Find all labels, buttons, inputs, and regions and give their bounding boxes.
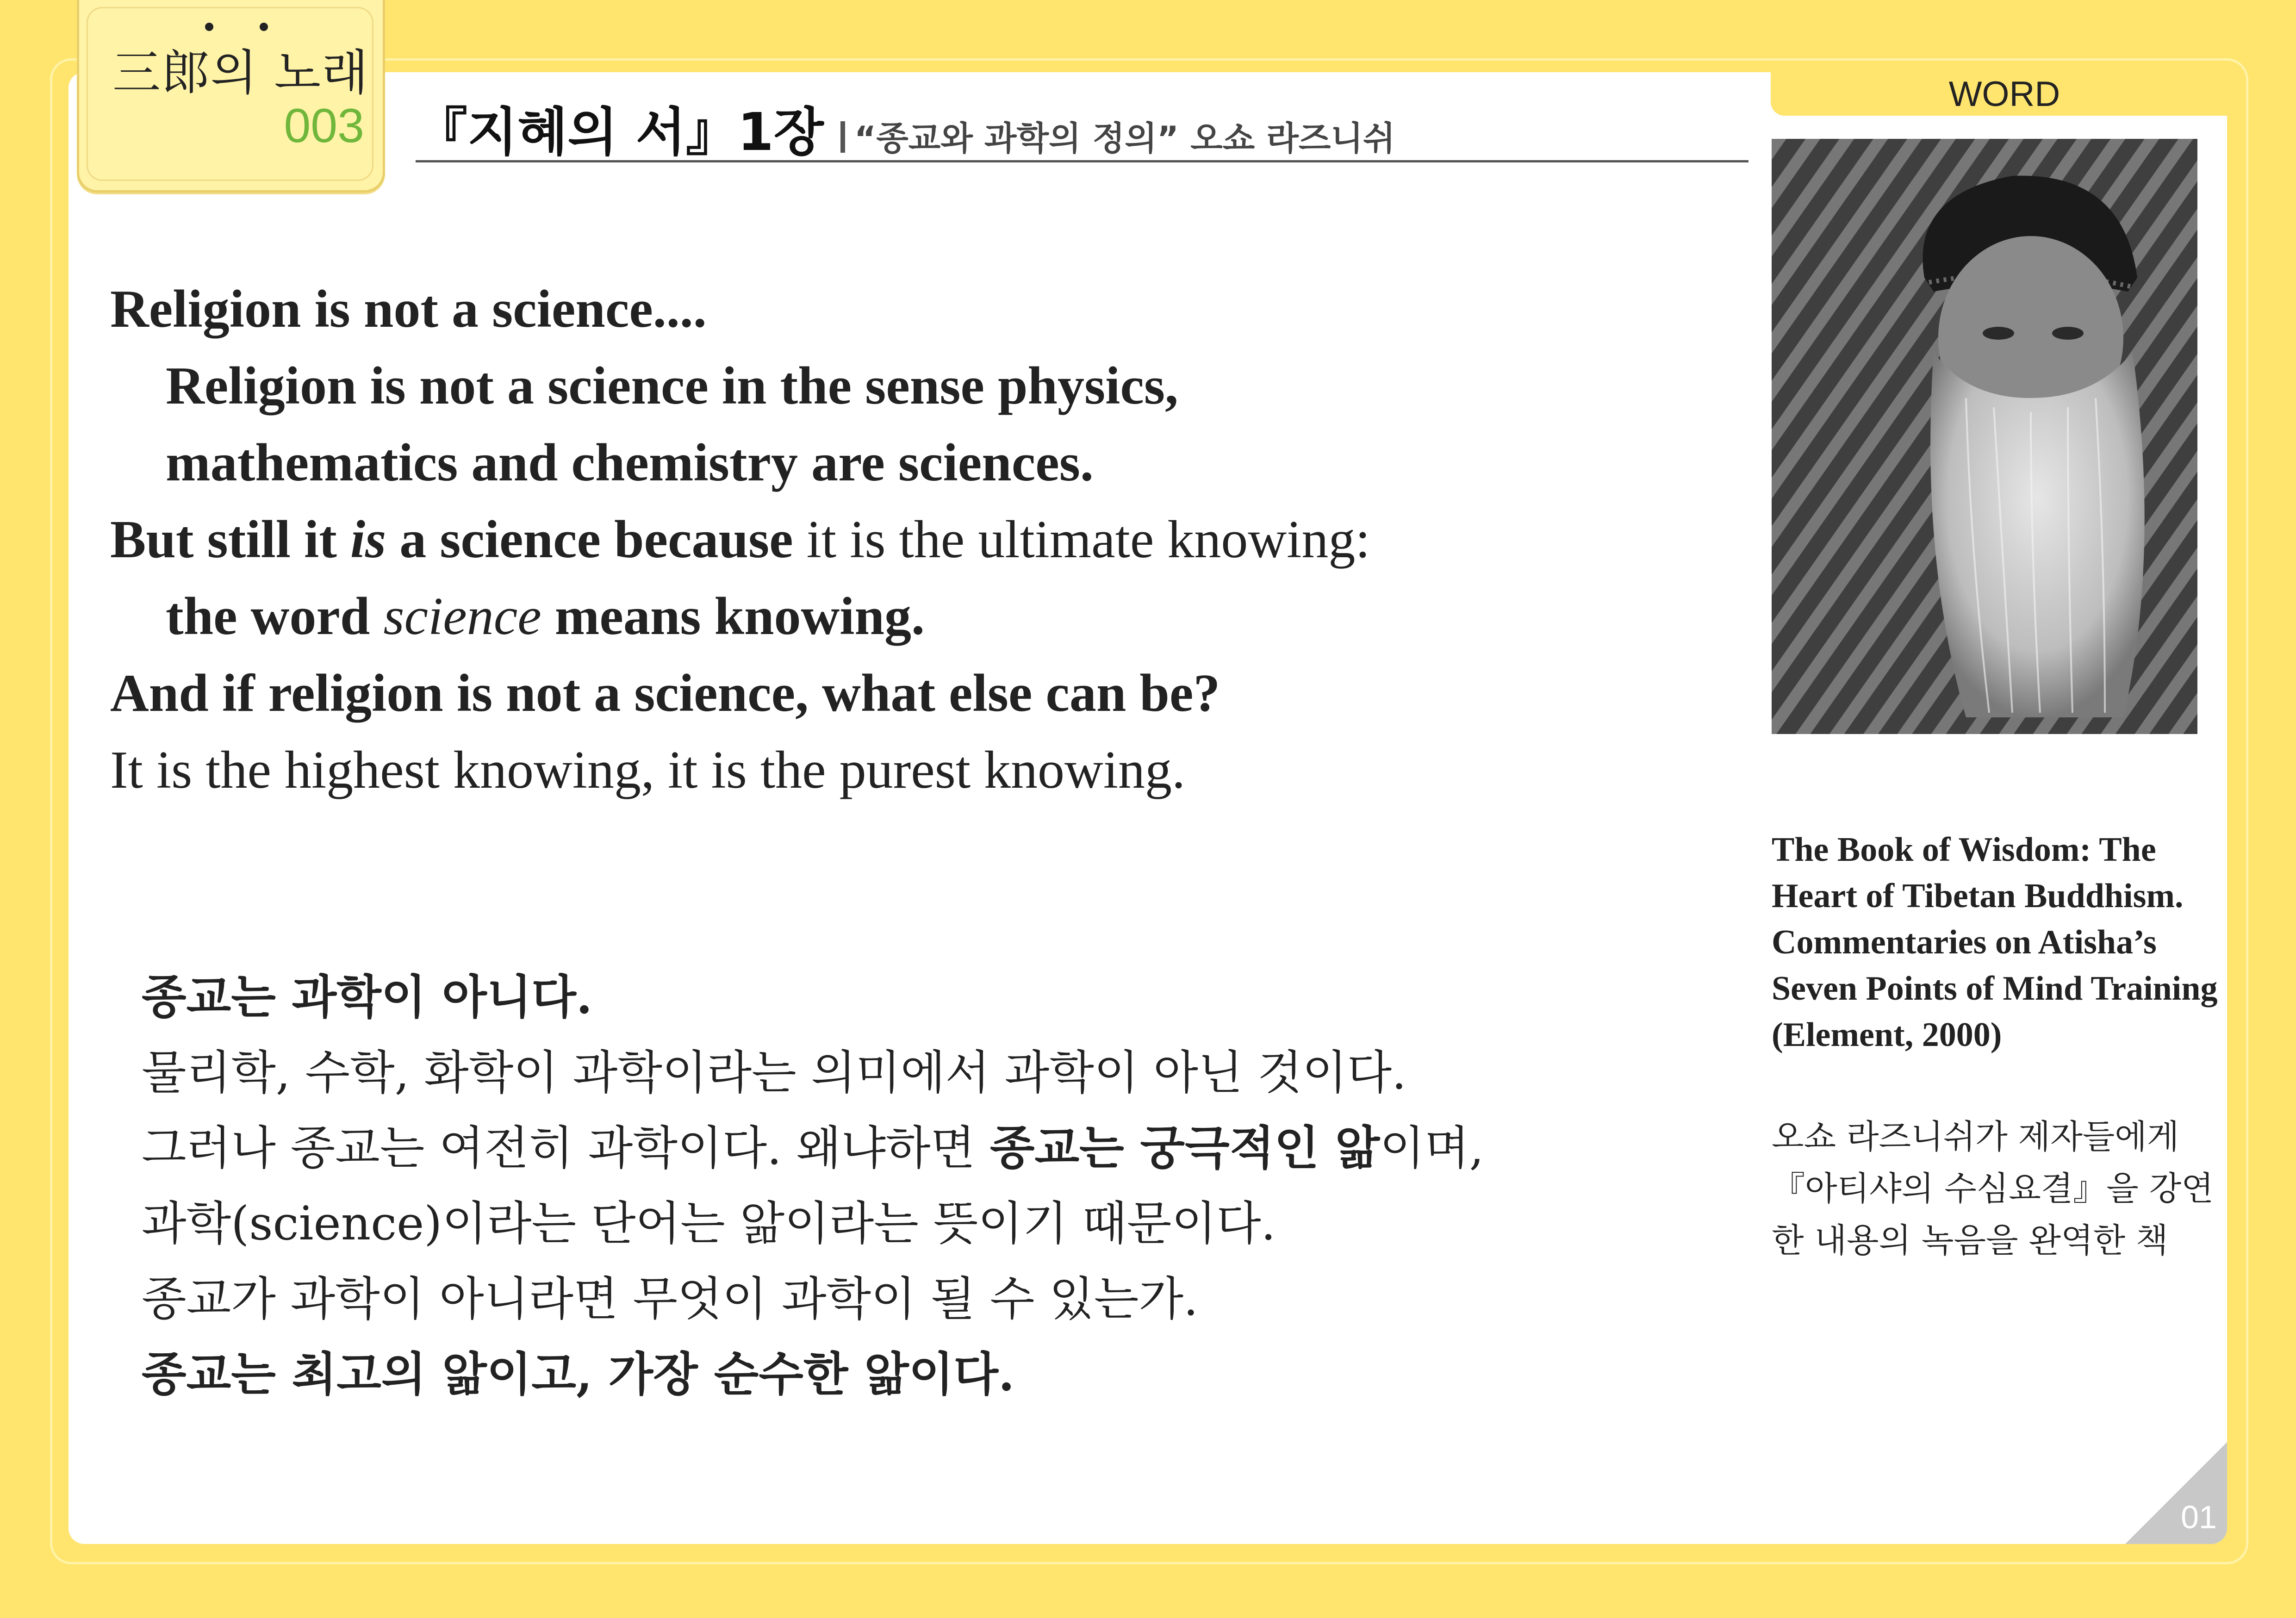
translation-line: 종교는 최고의 앎이고, 가장 순수한 앎이다. bbox=[142, 1347, 1014, 1401]
quote-fragment: a science because bbox=[386, 510, 793, 569]
translation-fragment: 이며, bbox=[1380, 1121, 1484, 1175]
quote-fragment: But still it bbox=[110, 510, 350, 569]
quote-line: It is the highest knowing, it is the purest knowing. bbox=[110, 741, 1186, 800]
page-title: 『지혜의 서』1장 bbox=[416, 102, 824, 162]
quote-line: Religion is not a science in the sense physics, bbox=[166, 356, 1178, 416]
english-quote bbox=[110, 271, 1370, 809]
page-number: 01 bbox=[2181, 1499, 2217, 1535]
quote-line: Religion is not a science.... bbox=[110, 280, 707, 339]
series-title: 三郎의 노래 bbox=[112, 44, 369, 101]
quote-fragment: the word bbox=[166, 587, 384, 646]
page-header bbox=[416, 91, 1748, 162]
translation-line: 종교가 과학이 아니라면 무엇이 과학이 될 수 있는가. bbox=[142, 1272, 1198, 1326]
translation-line: 종교는 과학이 아니다. bbox=[142, 970, 592, 1024]
korean-translation bbox=[142, 959, 1484, 1412]
word-tab-label: WORD bbox=[1948, 75, 2060, 114]
author-portrait-photo bbox=[1772, 139, 2197, 734]
quote-fragment: means knowing. bbox=[541, 587, 925, 646]
quote-fragment-italic: is bbox=[350, 510, 386, 569]
quote-fragment: it is the ultimate knowing: bbox=[793, 510, 1370, 569]
header-separator bbox=[840, 121, 845, 153]
quote-fragment-italic: science bbox=[383, 587, 541, 646]
translation-fragment: 그러나 종교는 여전히 과학이다. 왜냐하면 bbox=[142, 1121, 990, 1175]
quote-line: mathematics and chemistry are sciences. bbox=[166, 433, 1094, 492]
quote-line bbox=[110, 578, 1370, 655]
translation-line: 과학(science)이라는 단어는 앎이라는 뜻이기 때문이다. bbox=[142, 1196, 1276, 1251]
series-badge bbox=[77, 0, 385, 193]
book-caption-korean: 오쇼 라즈니쉬가 제자들에게 『아티샤의 수심요결』을 강연한 내용의 녹음을 완역한 책 bbox=[1772, 1117, 2214, 1260]
series-number: 003 bbox=[284, 99, 364, 153]
quote-line bbox=[110, 501, 1370, 578]
book-caption-english: The Book of Wisdom: The Heart of Tibetan Buddhism. Commentaries on Atisha’s Seven Points of Mind Training (Element, 2000) bbox=[1772, 831, 2218, 1054]
page-subtitle: “종교와 과학의 정의” 오쇼 라즈니쉬 bbox=[854, 119, 1395, 158]
quote-line: And if religion is not a science, what else can be? bbox=[110, 664, 1220, 723]
translation-line bbox=[142, 1110, 1484, 1186]
translation-line: 물리학, 수학, 화학이 과학이라는 의미에서 과학이 아닌 것이다. bbox=[142, 1045, 1406, 1100]
translation-fragment-bold: 종교는 궁극적인 앎 bbox=[989, 1120, 1380, 1175]
